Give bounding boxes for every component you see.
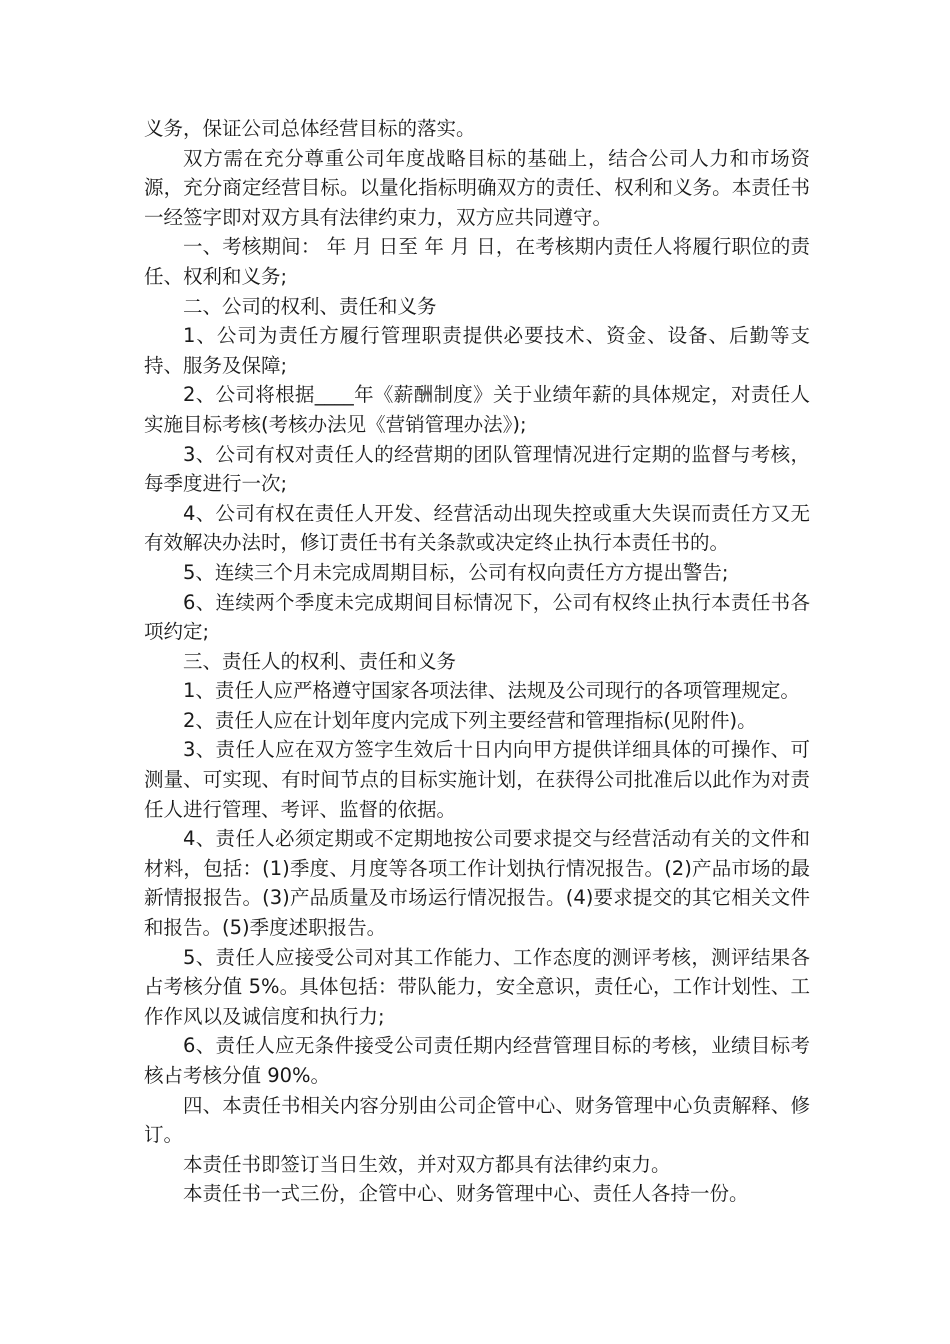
paragraph: 3、公司有权对责任人的经营期的团队管理情况进行定期的监督与考核，每季度进行一次; <box>144 442 810 496</box>
paragraph: 1、公司为责任方履行管理职责提供必要技术、资金、设备、后勤等支持、服务及保障; <box>144 324 810 377</box>
paragraph: 5、责任人应接受公司对其工作能力、工作态度的测评考核，测评结果各占考核分值 5%。具体包括：带队能力，安全意识，责任心，工作计划性、工作作风以及诚信度和执行力; <box>144 945 810 1028</box>
paragraph: 1、责任人应严格遵守国家各项法律、法规及公司现行的各项管理规定。 <box>183 679 800 703</box>
paragraph: 2、责任人应在计划年度内完成下列主要经营和管理指标(见附件)。 <box>183 708 757 732</box>
paragraph: 一、考核期间： 年 月 日至 年 月 日，在考核期内责任人将履行职位的责任、权利和义务; <box>144 235 810 288</box>
paragraph: 4、公司有权在责任人开发、经营活动出现失控或重大失误而责任方又无有效解决办法时，修订责任书有关条款或决定终止执行本责任书的。 <box>144 501 810 555</box>
paragraph: 双方需在充分尊重公司年度战略目标的基础上，结合公司人力和市场资源，充分商定经营目标。以量化指标明确双方的责任、权利和义务。本责任书一经签字即对双方具有法律约束力，双方应共同遵守。 <box>144 146 810 229</box>
paragraph: 5、连续三个月未完成周期目标，公司有权向责任方方提出警告; <box>183 560 729 584</box>
section-heading: 二、公司的权利、责任和义务 <box>183 294 437 318</box>
paragraph: 2、公司将根据____年《薪酬制度》关于业绩年薪的具体规定，对责任人实施目标考核(考核办法见《营销管理办法》); <box>144 383 810 436</box>
paragraph: 4、责任人必须定期或不定期地按公司要求提交与经营活动有关的文件和材料，包括：(1)季度、月度等各项工作计划执行情况报告。(2)产品市场的最新情报报告。(3)产品质量及市场运行情况报告。(4)要求提交的其它相关文件和报告。(5)季度述职报告。 <box>144 827 810 940</box>
paragraph: 本责任书一式三份，企管中心、财务管理中心、责任人各持一份。 <box>183 1182 749 1206</box>
paragraph: 3、责任人应在双方签字生效后十日内向甲方提供详细具体的可操作、可测量、可实现、有时间节点的目标实施计划，在获得公司批准后以此作为对责任人进行管理、考评、监督的依据。 <box>144 738 810 821</box>
document-body <box>144 114 810 1209</box>
paragraph: 义务，保证公司总体经营目标的落实。 <box>144 117 476 140</box>
paragraph: 6、连续两个季度未完成期间目标情况下，公司有权终止执行本责任书各项约定; <box>144 590 810 644</box>
paragraph: 6、责任人应无条件接受公司责任期内经营管理目标的考核，业绩目标考核占考核分值 90%。 <box>144 1034 810 1087</box>
paragraph: 本责任书即签订当日生效，并对双方都具有法律约束力。 <box>183 1152 671 1176</box>
section-heading: 四、本责任书相关内容分别由公司企管中心、财务管理中心负责解释、修订。 <box>144 1093 810 1147</box>
section-heading: 三、责任人的权利、责任和义务 <box>183 649 457 673</box>
